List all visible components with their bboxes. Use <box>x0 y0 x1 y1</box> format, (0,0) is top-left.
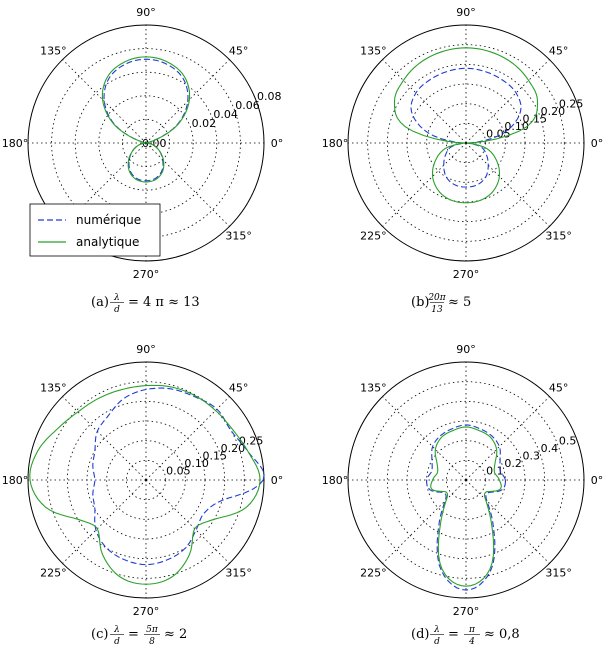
angle-tick-label: 45° <box>548 381 569 395</box>
angle-tick-label: 0° <box>590 137 604 150</box>
radial-tick-label: 0.02 <box>191 116 217 130</box>
radial-tick-label: 0.25 <box>238 434 264 448</box>
polar-panel-3 <box>2 343 284 618</box>
legend-label-analytique: analytique <box>76 235 140 249</box>
angle-tick-label: 90° <box>456 6 476 19</box>
grid-spoke <box>466 480 549 563</box>
angle-tick-label: 0° <box>270 137 284 150</box>
grid-spoke <box>466 143 549 226</box>
angle-tick-label: 270° <box>452 605 480 618</box>
caption-prefix: (a) <box>91 295 109 310</box>
angle-tick-label: 45° <box>548 44 569 58</box>
radial-tick-label: 0.3 <box>522 449 541 463</box>
grid-spoke <box>383 480 466 563</box>
radial-tick-label: 0.4 <box>540 441 559 455</box>
legend-label-numerique: numérique <box>76 213 142 227</box>
angle-tick-label: 45° <box>228 381 249 395</box>
angle-tick-label: 180° <box>321 137 349 150</box>
panel-caption-2 <box>411 293 471 315</box>
grid-spoke <box>146 60 229 143</box>
grid-spoke <box>63 480 146 563</box>
angle-tick-label: 225° <box>40 566 67 580</box>
caption-rhs2: ≈ 2 <box>164 627 188 642</box>
radial-tick-label: 0.05 <box>166 464 191 478</box>
caption-rhs: = <box>448 627 459 642</box>
radial-tick-label: 0.20 <box>540 104 566 118</box>
angle-tick-label: 90° <box>136 6 156 19</box>
radial-tick-label: 0.00 <box>142 137 167 150</box>
caption-prefix: (d) <box>411 627 430 642</box>
radial-tick-label: 0.5 <box>558 434 577 448</box>
angle-tick-label: 315° <box>545 566 572 580</box>
caption-fraction-den: d <box>434 637 440 647</box>
angle-tick-label: 135° <box>360 381 387 395</box>
polar-panel-4 <box>322 343 604 618</box>
panel-caption-1 <box>91 293 200 315</box>
caption-rhs-num: π <box>469 625 475 635</box>
angle-tick-label: 270° <box>132 268 160 281</box>
angle-tick-label: 270° <box>132 605 160 618</box>
angle-tick-label: 180° <box>321 474 349 487</box>
caption-fraction-num: λ <box>114 293 120 303</box>
series-line-analytique <box>30 385 260 584</box>
angle-tick-label: 45° <box>228 44 249 58</box>
caption-rhs: = <box>128 627 139 642</box>
grid-spoke <box>63 60 146 143</box>
legend <box>30 204 160 256</box>
angle-tick-label: 0° <box>590 474 604 487</box>
radial-tick-label: 0.10 <box>184 456 209 470</box>
radial-tick-label: 0.08 <box>257 89 282 103</box>
radial-tick-label: 0.25 <box>558 97 584 111</box>
angle-tick-label: 315° <box>225 229 252 243</box>
angle-tick-label: 180° <box>1 137 29 150</box>
radial-tick-label: 0.20 <box>220 441 246 455</box>
caption-rhs2: ≈ 0,8 <box>484 627 520 642</box>
caption-prefix: (b) <box>411 295 430 310</box>
angle-tick-label: 270° <box>452 268 480 281</box>
angle-tick-label: 225° <box>360 566 387 580</box>
grid-spoke <box>146 480 229 563</box>
radial-tick-label: 0.05 <box>486 127 511 141</box>
angle-tick-label: 135° <box>40 44 67 58</box>
angle-tick-label: 315° <box>545 229 572 243</box>
caption-fraction-den: d <box>114 637 120 647</box>
radial-tick-label: 0.06 <box>235 98 260 112</box>
caption-prefix: (c) <box>91 627 109 642</box>
grid-spoke <box>383 397 466 480</box>
caption-rhs-num: 5π <box>146 625 158 635</box>
radial-tick-label: 0.15 <box>202 449 228 463</box>
radial-tick-label: 0.10 <box>504 119 529 133</box>
caption-rhs-den: 4 <box>469 637 475 647</box>
caption-rhs: = 4 π ≈ 13 <box>128 295 200 310</box>
grid-spoke <box>63 397 146 480</box>
angle-tick-label: 135° <box>40 381 67 395</box>
caption-fraction-num: λ <box>114 625 120 635</box>
polar-panel-2 <box>322 6 604 281</box>
panel-caption-4 <box>411 625 520 647</box>
radial-tick-label: 0.04 <box>213 107 238 121</box>
caption-fraction-num: λ <box>434 625 440 635</box>
angle-tick-label: 135° <box>360 44 387 58</box>
panel-caption-3 <box>91 625 187 647</box>
caption-fraction-den: 13 <box>431 305 443 315</box>
caption-fraction-den: d <box>114 305 120 315</box>
radial-tick-label: 0.1 <box>486 464 504 478</box>
caption-rhs: ≈ 5 <box>448 295 472 310</box>
angle-tick-label: 180° <box>1 474 29 487</box>
angle-tick-label: 315° <box>225 566 252 580</box>
radial-tick-label: 0.2 <box>504 456 522 470</box>
angle-tick-label: 90° <box>456 343 476 356</box>
angle-tick-label: 0° <box>270 474 284 487</box>
caption-rhs-den: 8 <box>149 637 155 647</box>
angle-tick-label: 225° <box>360 229 387 243</box>
radial-tick-label: 0.15 <box>522 112 548 126</box>
angle-tick-label: 90° <box>136 343 156 356</box>
caption-fraction-num: 20π <box>428 293 446 303</box>
